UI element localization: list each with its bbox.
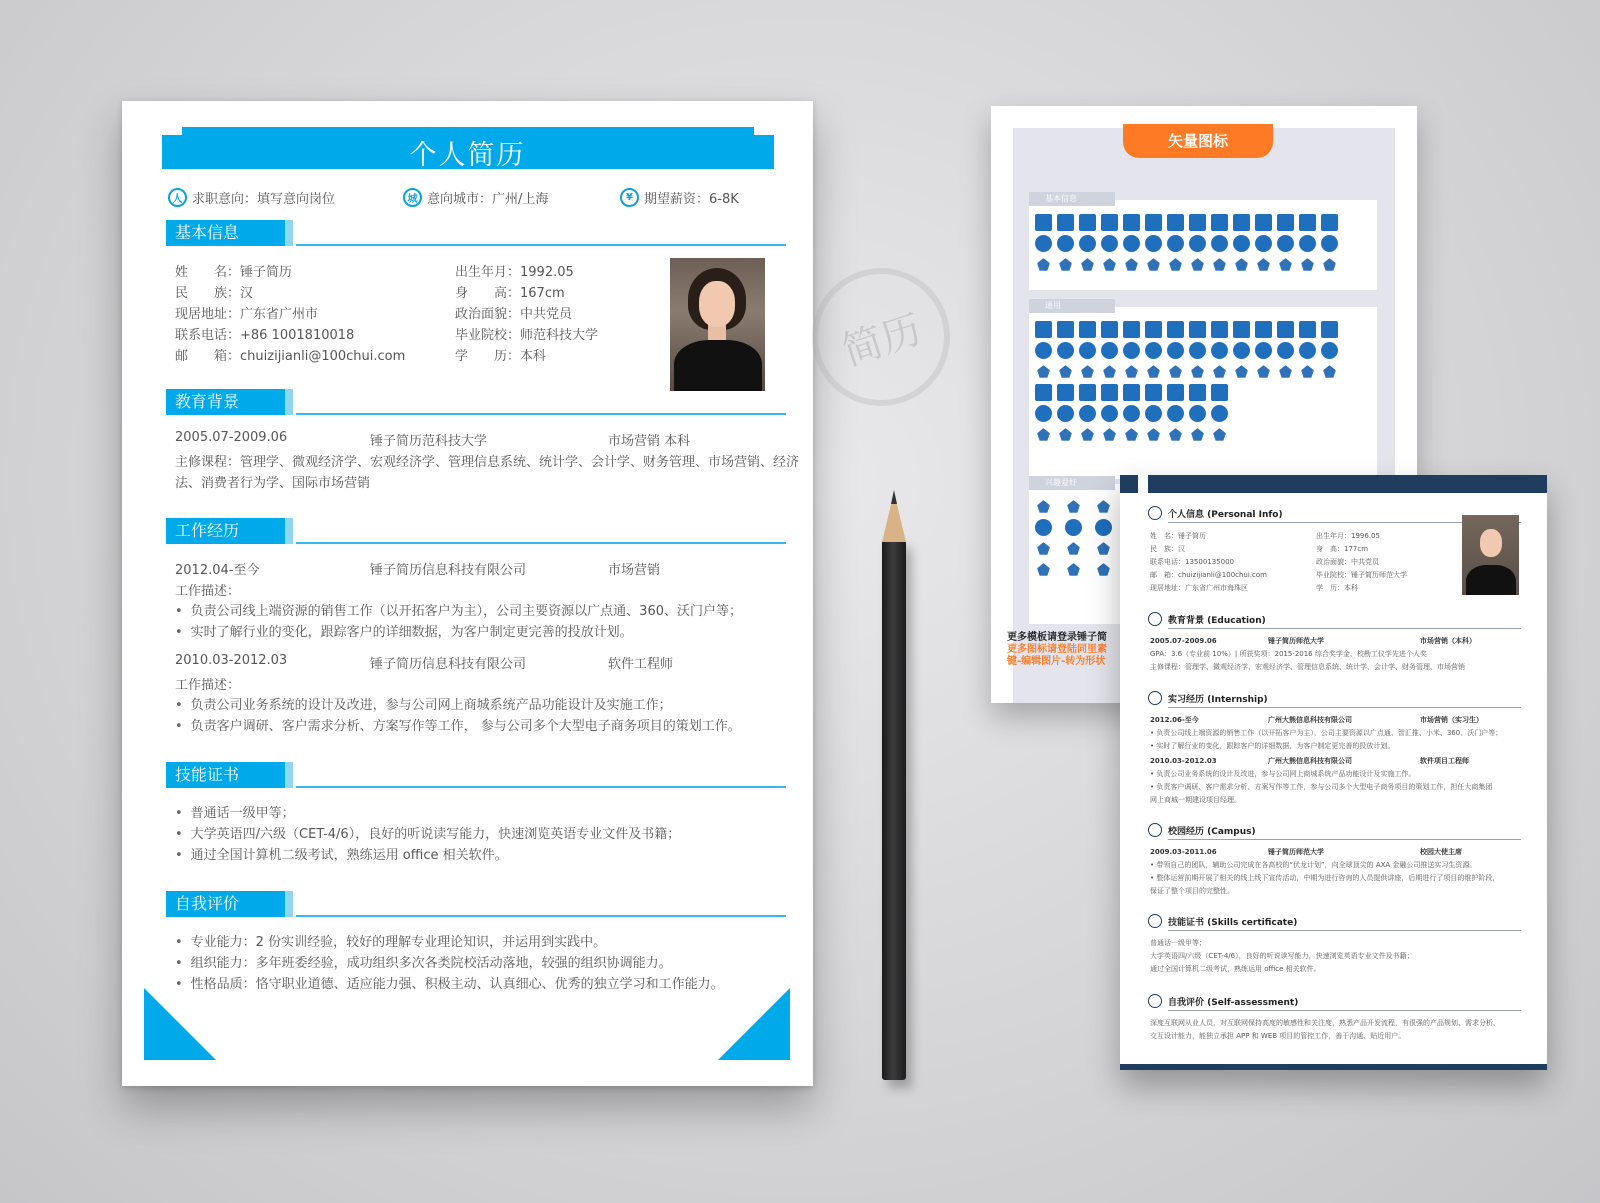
vector-icon xyxy=(1067,542,1080,555)
section-rule xyxy=(296,786,786,788)
vector-icon xyxy=(1035,342,1052,359)
list-item: • 专业能力：2 份实训经验，较好的理解专业理论知识，并运用到实践中。 xyxy=(175,932,724,953)
vector-icon xyxy=(1059,258,1072,271)
info-school: 毕业院校：师范科技大学 xyxy=(455,328,599,343)
vector-icon xyxy=(1233,342,1250,359)
vector-icon xyxy=(1191,428,1204,441)
vector-icon xyxy=(1065,519,1082,536)
section-basic-info xyxy=(166,220,766,246)
icon-grid xyxy=(1033,212,1341,275)
mini-edu-major: 市场营销（本科） xyxy=(1420,637,1476,645)
mini-self-line: 交互设计能力，能独立承担 APP 和 WEB 项目的管控工作，善于沟通、贴近用户。 xyxy=(1150,1032,1406,1040)
vector-icon xyxy=(1191,258,1204,271)
vector-icon xyxy=(1101,235,1118,252)
vector-icon xyxy=(1095,519,1112,536)
icon-sheet-footer: 更多模板请登录锤子简 更多图标请登陆同里素 键-编辑图片-转为形状 xyxy=(1007,632,1107,667)
vector-icon xyxy=(1233,235,1250,252)
mini-info: 政治面貌：中共党员 xyxy=(1316,558,1379,566)
vector-icon xyxy=(1189,214,1206,231)
vector-icon xyxy=(1079,214,1096,231)
mini-edu-school: 锤子简历师范大学 xyxy=(1268,637,1324,645)
vector-icon xyxy=(1301,365,1314,378)
vector-icon xyxy=(1169,428,1182,441)
info-ethnicity: 民 族：汉 xyxy=(175,286,254,301)
vector-icon xyxy=(1097,542,1110,555)
mini-intern-line: 网上商城一期建设项目经理。 xyxy=(1150,796,1241,804)
mini-intern-company: 广州大熊信息科技有限公司 xyxy=(1268,716,1352,724)
vector-icon xyxy=(1037,258,1050,271)
vector-icon xyxy=(1277,235,1294,252)
vector-icon xyxy=(1279,258,1292,271)
mini-intern-role: 软件项目工程师 xyxy=(1420,757,1469,765)
vector-icon xyxy=(1211,214,1228,231)
vector-icon xyxy=(1101,405,1118,422)
pencil xyxy=(882,540,906,1080)
pencil-note-icon xyxy=(1148,994,1162,1008)
vector-icon xyxy=(1101,214,1118,231)
mini-info: 现居地址：广东省广州市海珠区 xyxy=(1150,584,1248,592)
vector-icon xyxy=(1123,214,1140,231)
mini-info: 联系电话：13500135000 xyxy=(1150,558,1234,566)
vector-icon xyxy=(1103,428,1116,441)
section-work xyxy=(166,518,766,544)
mini-edu-line: GPA：3.6（专业前 10%）| 所获奖项：2015-2016 综合奖学金、校勘工仪学先进个人奖 xyxy=(1150,650,1427,658)
section-title: 基本信息 xyxy=(166,220,291,246)
mini-intern-line: • 负责公司线上端资源的销售工作（以开拓客户为主），公司主要资源以广点通、智汇推、小米、360、沃门户等； xyxy=(1150,729,1503,737)
section-title: 教育背景 xyxy=(166,389,291,415)
vector-icon xyxy=(1097,500,1110,513)
vector-icon xyxy=(1037,428,1050,441)
vector-icon xyxy=(1035,235,1052,252)
vector-icon xyxy=(1321,235,1338,252)
icon-sheet-badge: 矢量图标 xyxy=(1123,124,1273,158)
info-height: 身 高：167cm xyxy=(455,286,565,301)
mini-resume xyxy=(1120,475,1547,1070)
vector-icon xyxy=(1145,342,1162,359)
vector-icon xyxy=(1035,321,1052,338)
section-rule xyxy=(296,915,786,917)
mini-intern-line: • 实时了解行业的变化，跟踪客户的详细数据，为客户制定更完善的投放计划。 xyxy=(1150,742,1395,750)
list-item: • 负责公司业务系统的设计及改进，参与公司网上商城系统产品功能设计及实施工作； xyxy=(175,695,741,716)
id-card-icon xyxy=(1148,506,1162,520)
vector-icon xyxy=(1233,214,1250,231)
vector-icon xyxy=(1057,235,1074,252)
vector-icon xyxy=(1211,321,1228,338)
section-rule xyxy=(296,542,786,544)
icon-group-hobbies: 兴趣爱好 xyxy=(1029,484,1377,624)
mini-top-bar xyxy=(1120,475,1547,493)
vector-icon xyxy=(1145,321,1162,338)
vector-icon xyxy=(1037,563,1050,576)
vector-icon xyxy=(1101,342,1118,359)
vector-icon xyxy=(1097,563,1110,576)
mini-info: 出生年月：1996.05 xyxy=(1316,532,1380,540)
list-item: • 通过全国计算机二级考试，熟练运用 office 相关软件。 xyxy=(175,845,680,866)
vector-icon xyxy=(1189,321,1206,338)
icon-group-general: 通用 xyxy=(1029,307,1377,479)
corner-decoration-left xyxy=(144,988,216,1060)
mini-intern-company: 广州大熊信息科技有限公司 xyxy=(1268,757,1352,765)
briefcase-icon xyxy=(1148,691,1162,705)
vector-icon xyxy=(1123,235,1140,252)
vector-icon xyxy=(1035,519,1052,536)
job2-role: 软件工程师 xyxy=(608,657,674,672)
vector-icon xyxy=(1037,542,1050,555)
vector-icon xyxy=(1057,342,1074,359)
vector-icon xyxy=(1123,321,1140,338)
job1-date: 2012.04-至今 xyxy=(175,563,260,578)
mini-section-self: 自我评价 (Self-assessment) xyxy=(1148,993,1298,1009)
mini-intern-line: • 负责公司业务系统的设计及改进，参与公司网上商城系统产品功能设计及实施工作。 xyxy=(1150,770,1416,778)
mini-campus-role: 校园大使主席 xyxy=(1420,848,1462,856)
list-item: • 实时了解行业的变化，跟踪客户的详细数据，为客户制定更完善的投放计划。 xyxy=(175,622,742,643)
vector-icon xyxy=(1103,258,1116,271)
vector-icon xyxy=(1067,563,1080,576)
job2-company: 锤子简历信息科技有限公司 xyxy=(370,657,527,672)
vector-icon xyxy=(1321,342,1338,359)
vector-icon xyxy=(1035,384,1052,401)
mini-info: 毕业院校：锤子简历师范大学 xyxy=(1316,571,1407,579)
job1-role: 市场营销 xyxy=(608,563,661,578)
vector-icon xyxy=(1123,384,1140,401)
vector-icon xyxy=(1079,235,1096,252)
pencil-lead xyxy=(891,490,897,504)
vector-icon xyxy=(1059,428,1072,441)
icon-group-basic: 基本信息 xyxy=(1029,200,1377,290)
vector-icon xyxy=(1167,405,1184,422)
mini-edu-line: 主修课程：管理学、微观经济学、宏观经济学、管理信息系统、统计学、会计学、财务管理、市场营销 xyxy=(1150,663,1465,671)
section-rule xyxy=(296,413,786,415)
vector-icon xyxy=(1125,258,1138,271)
info-degree: 学 历：本科 xyxy=(455,349,547,364)
vector-icon xyxy=(1235,258,1248,271)
vector-icon xyxy=(1169,365,1182,378)
mini-intern-date: 2010.03-2012.03 xyxy=(1150,757,1217,765)
mini-section-internship: 实习经历 (Internship) xyxy=(1148,690,1268,706)
graduation-cap-icon xyxy=(1148,612,1162,626)
edu-school: 锤子简历范科技大学 xyxy=(370,434,488,449)
info-birth: 出生年月：1992.05 xyxy=(455,265,574,280)
job1-desc-label: 工作描述： xyxy=(175,584,241,599)
vector-icon xyxy=(1233,321,1250,338)
vector-icon xyxy=(1299,235,1316,252)
mini-skill-line: 普通话一级甲等； xyxy=(1150,939,1206,947)
info-address: 现居地址：广东省广州市 xyxy=(175,307,319,322)
vector-icon xyxy=(1191,365,1204,378)
vector-icon xyxy=(1145,405,1162,422)
vector-icon xyxy=(1103,365,1116,378)
vector-icon xyxy=(1213,428,1226,441)
vector-icon xyxy=(1125,428,1138,441)
vector-icon xyxy=(1037,365,1050,378)
info-email: 邮 箱：chuizijianli@100chui.com xyxy=(175,349,406,364)
job2-date: 2010.03-2012.03 xyxy=(175,653,288,668)
vector-icon xyxy=(1057,214,1074,231)
info-politics: 政治面貌：中共党员 xyxy=(455,307,573,322)
school-icon xyxy=(1148,823,1162,837)
vector-icon xyxy=(1169,258,1182,271)
mini-section-personal: 个人信息 (Personal Info) xyxy=(1148,505,1283,521)
vector-icon xyxy=(1211,405,1228,422)
mini-section-campus: 校园经历 (Campus) xyxy=(1148,822,1256,838)
vector-icon xyxy=(1211,235,1228,252)
section-skills xyxy=(166,762,766,788)
intent-city: 城 意向城市：广州/上海 xyxy=(403,187,548,207)
vector-icon xyxy=(1255,214,1272,231)
self-eval-bullets xyxy=(175,932,724,995)
intent-position: 人 求职意向：填写意向岗位 xyxy=(168,187,335,207)
main-resume xyxy=(122,101,813,1086)
job2-bullets xyxy=(175,695,741,737)
vector-icon xyxy=(1147,258,1160,271)
tools-icon xyxy=(1148,914,1162,928)
mini-section-education: 教育背景 (Education) xyxy=(1148,611,1266,627)
mini-info: 民 族：汉 xyxy=(1150,545,1185,553)
edu-date: 2005.07-2009.06 xyxy=(175,430,288,445)
mini-profile-photo xyxy=(1462,515,1519,595)
vector-icon xyxy=(1125,365,1138,378)
vector-icon xyxy=(1299,214,1316,231)
vector-icon xyxy=(1257,258,1270,271)
vector-icon xyxy=(1035,214,1052,231)
list-item: • 负责客户调研、客户需求分析、方案写作等工作， 参与公司多个大型电子商务项目的策划工作。 xyxy=(175,716,741,737)
vector-icon xyxy=(1255,321,1272,338)
edu-courses-1: 主修课程：管理学、微观经济学、宏观经济学、管理信息系统、统计学、会计学、财务管理、市场营销、经济 xyxy=(175,455,800,470)
profile-photo xyxy=(670,258,765,391)
list-item: • 大学英语四/六级（CET-4/6），良好的听说读写能力，快速浏览英语专业文件及书籍； xyxy=(175,824,680,845)
mini-intern-role: 市场营销（实习生） xyxy=(1420,716,1483,724)
vector-icon xyxy=(1323,365,1336,378)
vector-icon xyxy=(1123,405,1140,422)
info-name: 姓 名：锤子简历 xyxy=(175,265,293,280)
vector-icon xyxy=(1277,214,1294,231)
icon-grid xyxy=(1033,319,1341,445)
section-education xyxy=(166,389,766,415)
vector-icon xyxy=(1213,258,1226,271)
vector-icon xyxy=(1299,342,1316,359)
vector-icon xyxy=(1211,342,1228,359)
vector-icon xyxy=(1299,321,1316,338)
vector-icon xyxy=(1057,321,1074,338)
edu-major: 市场营销 本科 xyxy=(608,434,691,449)
section-title: 自我评价 xyxy=(166,891,291,917)
watermark-stamp: 简历 xyxy=(794,250,968,424)
person-icon: 人 xyxy=(168,188,187,207)
mini-skill-line: 大学英语四/六级（CET-4/6），良好的听说读写能力，快速浏览英语专业文件及书籍； xyxy=(1150,952,1414,960)
list-item: • 普通话一级甲等； xyxy=(175,803,680,824)
mini-campus-line: • 整体运营前期开展了相关的线上线下宣传活动，中期为进行咨询的人员提供讲座，后期进行了项目的维护阶段， xyxy=(1150,874,1500,882)
vector-icon xyxy=(1147,365,1160,378)
vector-icon xyxy=(1323,258,1336,271)
vector-icon xyxy=(1321,321,1338,338)
mini-skill-line: 通过全国计算机二级考试，熟练运用 office 相关软件。 xyxy=(1150,965,1321,973)
vector-icon xyxy=(1101,384,1118,401)
list-item: • 性格品质：恪守职业道德、适应能力强、积极主动、认真细心、优秀的独立学习和工作能力。 xyxy=(175,974,724,995)
list-item: • 组织能力：多年班委经验，成功组织多次各类院校活动落地，较强的组织协调能力。 xyxy=(175,953,724,974)
vector-icon xyxy=(1189,405,1206,422)
mini-edu-date: 2005.07-2009.06 xyxy=(1150,637,1217,645)
intent-salary: ¥ 期望薪资：6-8K xyxy=(620,187,739,207)
vector-icon xyxy=(1081,365,1094,378)
info-phone: 联系电话：+86 1001810018 xyxy=(175,328,355,343)
vector-icon xyxy=(1167,342,1184,359)
vector-icon xyxy=(1145,235,1162,252)
vector-icon xyxy=(1189,235,1206,252)
skills-bullets xyxy=(175,803,680,866)
vector-icon xyxy=(1211,384,1228,401)
job1-bullets xyxy=(175,601,742,643)
mini-campus-line: • 带领自己的团队，辅助公司完成在各高校的“伏龙计划”，向全球顶尖的 AXA 金融公司推送实习生资源。 xyxy=(1150,861,1477,869)
vector-icon xyxy=(1081,258,1094,271)
edu-courses-2: 法、消费者行为学、国际市场营销 xyxy=(175,476,371,491)
vector-icon xyxy=(1213,365,1226,378)
corner-decoration-right xyxy=(718,988,790,1060)
mini-info: 学 历：本科 xyxy=(1316,584,1358,592)
vector-icon xyxy=(1321,214,1338,231)
vector-icon xyxy=(1059,365,1072,378)
mini-info: 姓 名：锤子简历 xyxy=(1150,532,1206,540)
building-icon: 城 xyxy=(403,188,422,207)
vector-icon xyxy=(1189,384,1206,401)
vector-icon xyxy=(1167,214,1184,231)
vector-icon xyxy=(1079,405,1096,422)
section-title: 工作经历 xyxy=(166,518,291,544)
vector-icon xyxy=(1255,235,1272,252)
mini-self-line: 深度互联网从业人员，对互联网保持高度的敏感性和关注度，熟悉产品开发流程，有很强的产品规划、需求分析、 xyxy=(1150,1019,1500,1027)
section-title: 技能证书 xyxy=(166,762,291,788)
section-self-eval xyxy=(166,891,766,917)
mini-campus-school: 锤子简历师范大学 xyxy=(1268,848,1324,856)
list-item: • 负责公司线上端资源的销售工作（以开拓客户为主），公司主要资源以广点通、360、沃门户等； xyxy=(175,601,742,622)
mini-campus-line: 保证了整个项目的完整性。 xyxy=(1150,887,1234,895)
vector-icon xyxy=(1277,321,1294,338)
vector-icon xyxy=(1301,258,1314,271)
vector-icon xyxy=(1277,342,1294,359)
mini-bottom-bar xyxy=(1120,1064,1547,1070)
vector-icon xyxy=(1145,384,1162,401)
mini-info: 身 高：177cm xyxy=(1316,545,1369,553)
resume-title: 个人简历 xyxy=(409,140,526,171)
vector-icon xyxy=(1067,500,1080,513)
vector-icon xyxy=(1101,321,1118,338)
section-rule xyxy=(296,244,786,246)
vector-icon xyxy=(1167,235,1184,252)
vector-icon xyxy=(1279,365,1292,378)
vector-icon xyxy=(1167,321,1184,338)
icon-grid xyxy=(1033,496,1123,580)
vector-icon xyxy=(1255,342,1272,359)
vector-icon xyxy=(1145,214,1162,231)
vector-icon xyxy=(1257,365,1270,378)
job1-company: 锤子简历信息科技有限公司 xyxy=(370,563,527,578)
vector-icon xyxy=(1079,321,1096,338)
mini-section-skills: 技能证书 (Skills certificate) xyxy=(1148,913,1297,929)
vector-icon xyxy=(1037,500,1050,513)
vector-icon xyxy=(1057,405,1074,422)
vector-icon xyxy=(1035,405,1052,422)
vector-icon xyxy=(1189,342,1206,359)
vector-icon xyxy=(1147,428,1160,441)
vector-icon xyxy=(1079,384,1096,401)
vector-icon xyxy=(1235,365,1248,378)
vector-icon xyxy=(1079,342,1096,359)
mini-campus-date: 2009.03-2011.06 xyxy=(1150,848,1217,856)
mini-intern-line: • 负责客户调研、客户需求分析、方案写作等工作，参与公司多个大型电子商务项目的策划工作，担任大商集团 xyxy=(1150,783,1493,791)
vector-icon xyxy=(1123,342,1140,359)
mini-intern-date: 2012.06-至今 xyxy=(1150,716,1199,724)
vector-icon xyxy=(1167,384,1184,401)
money-bag-icon: ¥ xyxy=(620,188,639,207)
mini-info: 邮 箱：chuizijianli@100chui.com xyxy=(1150,571,1267,579)
job2-desc-label: 工作描述： xyxy=(175,678,241,693)
vector-icon xyxy=(1057,384,1074,401)
vector-icon xyxy=(1081,428,1094,441)
